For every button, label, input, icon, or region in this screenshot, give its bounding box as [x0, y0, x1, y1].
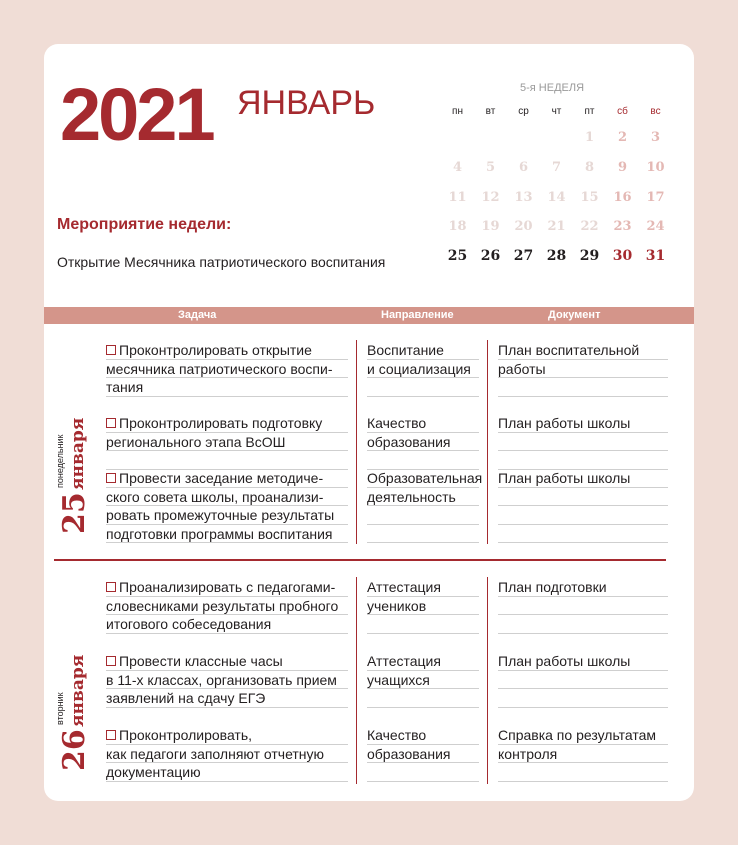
task-text-line: Проанализировать с педагогами-: [106, 578, 335, 597]
calendar-day: 8: [584, 160, 595, 175]
event-of-week-text: Открытие Месячника патриотического воспитания: [57, 254, 386, 270]
calendar-day: 9: [617, 160, 628, 175]
calendar-day: 14: [547, 190, 566, 205]
year-title: 2021: [60, 73, 213, 156]
day-number: 25: [57, 492, 92, 534]
table-header: [44, 307, 694, 324]
weekday-label: пн: [452, 106, 463, 117]
day-label: [54, 344, 94, 534]
column-divider: [487, 577, 488, 784]
ruled-line: [498, 396, 668, 397]
direction-text: учащихся: [367, 671, 430, 688]
task-text-line: регионального этапа ВсОШ: [106, 433, 286, 450]
calendar-day: 17: [646, 190, 665, 205]
day-weekday: понедельник: [55, 434, 65, 488]
task-checkbox[interactable]: [106, 418, 116, 428]
column-divider: [356, 340, 357, 544]
task-text-line: Провести классные часы: [106, 652, 283, 671]
direction-text: деятельность: [367, 488, 456, 505]
direction-text: и социализация: [367, 360, 471, 377]
week-number-label: 5-я НЕДЕЛЯ: [520, 82, 585, 94]
column-header-document: Документ: [548, 309, 601, 321]
calendar-day: 27: [513, 248, 534, 264]
calendar-day: 20: [514, 219, 533, 234]
calendar-day: 25: [447, 248, 468, 264]
task-text-line: тания: [106, 379, 144, 395]
weekday-label: сб: [617, 106, 628, 117]
day-month: января: [68, 654, 88, 727]
ruled-line: [498, 707, 668, 708]
calendar-week-row: [441, 130, 677, 150]
weekday-label: вс: [650, 106, 661, 117]
column-divider: [487, 340, 488, 544]
calendar-day: 11: [448, 190, 467, 205]
ruled-line: [498, 633, 668, 634]
ruled-line: [367, 524, 479, 525]
calendar-day: 24: [646, 219, 665, 234]
document-text: План воспитательной: [498, 342, 640, 358]
calendar-day: 13: [514, 190, 533, 205]
ruled-line: [367, 781, 479, 782]
calendar-day: 1: [584, 130, 595, 145]
task-text-line: заявлений на сдачу ЕГЭ: [106, 690, 266, 706]
weekday-label: ср: [518, 106, 529, 117]
calendar-day: 18: [448, 219, 467, 234]
task-text-line: Проконтролировать подготовку: [106, 414, 322, 433]
day-label-rotated: [54, 344, 94, 534]
task-text-line: ровать промежуточные результаты: [106, 507, 335, 523]
document-text: работы: [498, 360, 546, 377]
calendar-day: 28: [546, 248, 567, 264]
direction-text: Образовательная: [367, 470, 483, 486]
document-text: Справка по результатам: [498, 727, 657, 743]
document-text: План работы школы: [498, 470, 631, 486]
ruled-line: [498, 542, 668, 543]
calendar-day: 29: [579, 248, 600, 264]
calendar-week-row: [441, 190, 677, 210]
event-of-week-label: Мероприятие недели:: [57, 216, 232, 233]
task-checkbox[interactable]: [106, 582, 116, 592]
direction-text: образования: [367, 745, 451, 762]
weekday-label: чт: [551, 106, 562, 117]
task-text-line: в 11-х классах, организовать прием: [106, 671, 337, 688]
direction-text: Качество: [367, 415, 427, 431]
calendar-day: 22: [580, 219, 599, 234]
day-number: 26: [57, 729, 92, 771]
direction-text: Качество: [367, 727, 427, 743]
calendar-day: 7: [551, 160, 562, 175]
month-title: ЯНВАРЬ: [237, 84, 376, 122]
direction-text: Аттестация: [367, 653, 441, 669]
ruled-line: [367, 542, 479, 543]
column-header-direction: Направление: [381, 309, 454, 321]
ruled-line: [367, 396, 479, 397]
calendar-day: 19: [481, 219, 500, 234]
task-checkbox[interactable]: [106, 345, 116, 355]
direction-text: образования: [367, 433, 451, 450]
calendar-day: 15: [580, 190, 599, 205]
calendar-day: 5: [485, 160, 496, 175]
calendar-day: 6: [518, 160, 529, 175]
task-checkbox[interactable]: [106, 656, 116, 666]
day-separator: [54, 559, 666, 561]
calendar-weekday-header: [441, 106, 677, 126]
ruled-line: [498, 524, 668, 525]
task-text-line: подготовки программы воспитания: [106, 525, 333, 542]
calendar-week-row: [441, 160, 677, 180]
ruled-line: [367, 707, 479, 708]
document-text: контроля: [498, 745, 558, 762]
calendar-day: 30: [612, 248, 633, 264]
task-text-line: документацию: [106, 764, 201, 780]
day-label: [54, 581, 94, 771]
task-text-line: как педагоги заполняют отчетную: [106, 745, 325, 762]
ruled-line: [498, 614, 668, 615]
task-text-line: итогового собеседования: [106, 616, 272, 632]
calendar-day: 12: [481, 190, 500, 205]
calendar-day: 31: [645, 248, 666, 264]
direction-text: Воспитание: [367, 342, 444, 358]
day-month: января: [68, 417, 88, 490]
weekday-label: вт: [485, 106, 496, 117]
calendar-day: 3: [650, 130, 661, 145]
document-text: План работы школы: [498, 415, 631, 431]
column-header-task: Задача: [178, 309, 217, 321]
calendar-day: 26: [480, 248, 501, 264]
calendar-week-row: [441, 248, 677, 268]
calendar-week-row: [441, 219, 677, 239]
ruled-line: [498, 688, 668, 689]
document-text: План работы школы: [498, 653, 631, 669]
planner-card: [44, 44, 694, 801]
calendar-day: 21: [547, 219, 566, 234]
task-text-line: ского совета школы, проанализи-: [106, 488, 324, 505]
weekday-label: пт: [584, 106, 595, 117]
calendar-day: 16: [613, 190, 632, 205]
document-text: План подготовки: [498, 579, 607, 595]
calendar-day: 23: [613, 219, 632, 234]
task-text-line: словесниками результаты пробного: [106, 597, 339, 614]
day-label-rotated: [54, 581, 94, 771]
calendar-day: 2: [617, 130, 628, 145]
ruled-line: [498, 505, 668, 506]
day-weekday: вторник: [55, 692, 65, 725]
ruled-line: [498, 450, 668, 451]
ruled-line: [498, 781, 668, 782]
direction-text: учеников: [367, 597, 427, 614]
task-text-line: месячника патриотического воспи-: [106, 360, 333, 377]
direction-text: Аттестация: [367, 579, 441, 595]
task-checkbox[interactable]: [106, 730, 116, 740]
task-text-line: Проконтролировать открытие: [106, 341, 312, 360]
task-text-line: Провести заседание методиче-: [106, 469, 323, 488]
calendar-day: 4: [452, 160, 463, 175]
column-divider: [356, 577, 357, 784]
calendar-day: 10: [646, 160, 665, 175]
ruled-line: [367, 633, 479, 634]
task-text-line: Проконтролировать,: [106, 726, 252, 745]
task-checkbox[interactable]: [106, 473, 116, 483]
